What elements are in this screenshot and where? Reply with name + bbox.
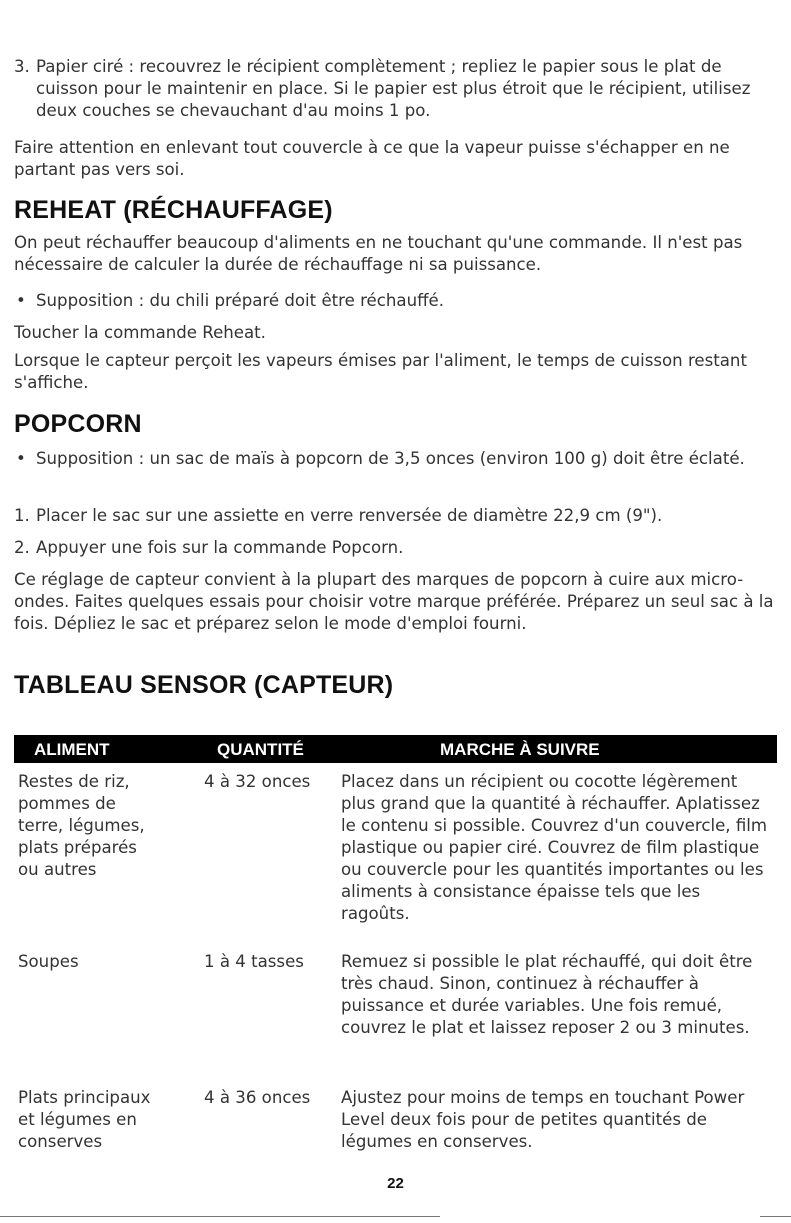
popcorn-bullet: Supposition : un sac de maïs à popcorn de 3,5 onces (environ 100 g) doit être éclaté.: [36, 449, 745, 468]
column-header-quantite: QUANTITÉ: [217, 740, 304, 759]
cell-aliment: Soupes: [18, 952, 79, 971]
caution-text: Faire attention en enlevant tout couvercle à ce que la vapeur puisse s'échapper en ne partant pas vers soi.: [14, 138, 730, 179]
reheat-intro: On peut réchauffer beaucoup d'aliments en ne touchant qu'une commande. Il n'est pas nécessaire de calculer la durée de réchauffage ni sa puissance.: [14, 233, 743, 274]
reheat-step: Toucher la commande Reheat.: [14, 323, 266, 342]
footer-rule: [0, 1216, 440, 1217]
popcorn-step-2: Appuyer une fois sur la commande Popcorn.: [36, 538, 404, 557]
reheat-bullet: Supposition : du chili préparé doit être réchauffé.: [36, 291, 445, 310]
intro-item-3-text: Papier ciré : recouvrez le récipient complètement ; repliez le papier sous le plat de cuisson pour le maintenir en place. Si le papier est plus étroit que le récipient, utilisez deux couches se chevauchant d'au moins 1 po.: [36, 57, 751, 120]
bullet-icon: •: [16, 449, 26, 468]
cell-marche: Placez dans un récipient ou cocotte légèrement plus grand que la quantité à réchauffer. Aplatissez le contenu si possible. Couvrez d'un couvercle, film plastique ou papier ciré. Couvrez de film plastique ou couvercle pour les quantités importantes ou les aliments à consistance épaisse tels que les ragoûts.: [341, 772, 768, 923]
popcorn-note: Ce réglage de capteur convient à la plupart des marques de popcorn à cuire aux micro-ondes. Faites quelques essais pour choisir votre marque préférée. Préparez un seul sac à la fois. Dépliez le sac et préparez selon le mode d'emploi fourni.: [14, 570, 774, 633]
column-header-aliment: ALIMENT: [34, 740, 110, 759]
page-number: 22: [387, 1175, 404, 1192]
cell-quantite: 1 à 4 tasses: [204, 952, 304, 971]
bullet-icon: •: [16, 291, 26, 310]
cell-quantite: 4 à 36 onces: [204, 1088, 311, 1107]
table-row: [14, 1087, 777, 1153]
table-row: [14, 951, 777, 1083]
list-number: 2.: [14, 538, 30, 557]
cell-aliment: Plats principaux et légumes en conserves: [18, 1088, 151, 1151]
cell-aliment: Restes de riz, pommes de terre, légumes, plats préparés ou autres: [18, 772, 145, 879]
popcorn-step-1: Placer le sac sur une assiette en verre renversée de diamètre 22,9 cm (9").: [36, 506, 663, 525]
reheat-heading: REHEAT (RÉCHAUFFAGE): [14, 196, 333, 224]
list-number: 3.: [14, 57, 30, 76]
cell-marche: Ajustez pour moins de temps en touchant Power Level deux fois pour de petites quantités de légumes en conserves.: [341, 1088, 745, 1151]
table-row: [14, 771, 777, 947]
popcorn-heading: POPCORN: [14, 410, 142, 438]
table-heading: TABLEAU SENSOR (CAPTEUR): [14, 671, 394, 699]
reheat-note: Lorsque le capteur perçoit les vapeurs émises par l'aliment, le temps de cuisson restant s'affiche.: [14, 351, 747, 392]
list-number: 1.: [14, 506, 30, 525]
intro-item-3: [14, 56, 776, 122]
cell-quantite: 4 à 32 onces: [204, 772, 311, 791]
sensor-table: [14, 735, 777, 1151]
cell-marche: Remuez si possible le plat réchauffé, qui doit être très chaud. Sinon, continuez à réchauffer à puissance et durée variables. Une fois remué, couvrez le plat et laissez reposer 2 ou 3 minutes.: [341, 952, 753, 1037]
footer-rule: [760, 1216, 791, 1217]
table-header: [14, 735, 777, 763]
column-header-marche: MARCHE À SUIVRE: [440, 740, 600, 759]
